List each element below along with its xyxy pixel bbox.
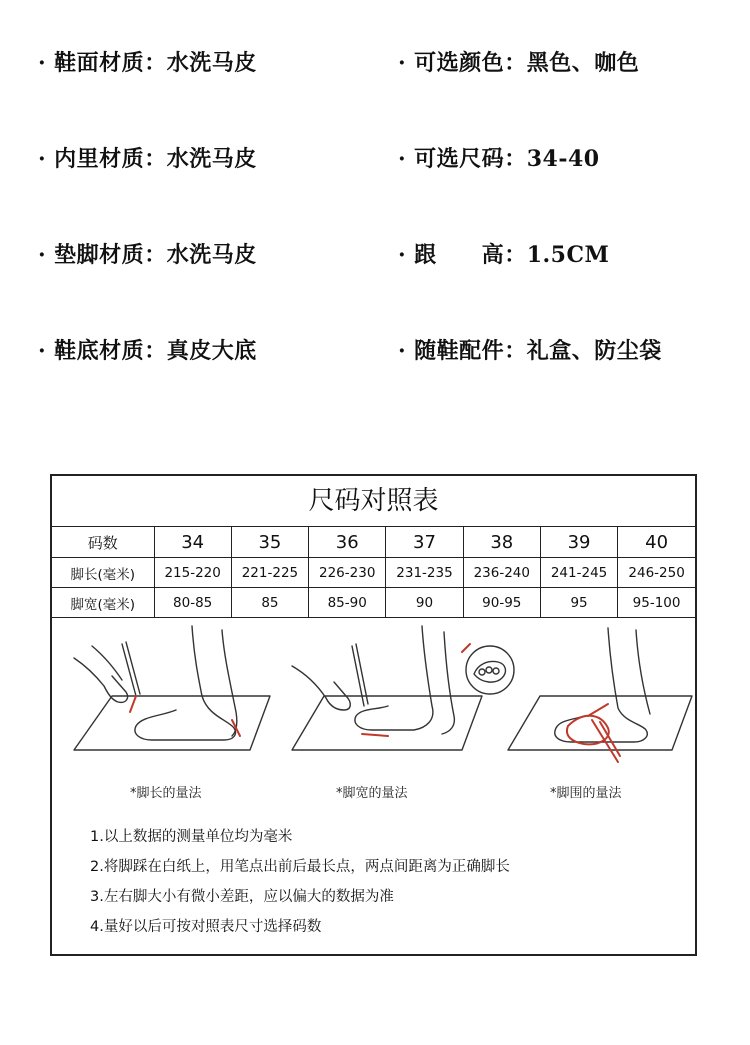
caption-foot-length [130,782,202,801]
size-cell: 36 [309,527,386,558]
caption-text: *脚围的量法 [550,786,622,801]
spec-value: 真皮大底 [166,338,257,364]
table-cell: 95-100 [618,588,695,618]
note-item: 3.左右脚大小有微小差距，应以偏大的数据为准 [90,889,394,905]
size-cell: 39 [540,527,617,558]
foot-width-illustration [292,626,514,750]
measurement-notes [90,822,510,942]
table-cell: 85 [231,588,308,618]
colon: ： [144,338,167,364]
bullet: · [398,50,407,76]
spec-value: 34-40 [526,146,600,172]
spec-value: 水洗马皮 [166,242,257,268]
spec-item-sole-material [38,334,257,365]
spec-item-accessories [398,334,662,365]
spec-label: 跟 高 [414,242,505,268]
colon: ： [144,50,167,76]
table-cell: 90-95 [463,588,540,618]
table-cell: 231-235 [386,558,463,588]
table-cell: 246-250 [618,558,695,588]
row-label: 脚宽(毫米) [52,588,154,618]
spec-label: 随鞋配件 [414,338,505,364]
spec-item-insole-material [38,238,257,269]
colon: ： [144,146,167,172]
table-cell: 95 [540,588,617,618]
bullet: · [38,338,47,364]
spec-item-sizes [398,142,600,173]
table-cell: 221-225 [231,558,308,588]
measurement-illustrations [52,616,695,806]
bullet: · [398,146,407,172]
size-table [52,526,695,618]
table-cell: 80-85 [154,588,231,618]
spec-label: 可选尺码 [414,146,505,172]
spec-label: 垫脚材质 [54,242,145,268]
note-item: 1.以上数据的测量单位均为毫米 [90,829,293,845]
spec-value: 黑色、咖色 [526,50,640,76]
foot-width-row [52,588,695,618]
note-item: 2.将脚踩在白纸上，用笔点出前后最长点，两点间距离为正确脚长 [90,859,510,875]
table-cell: 241-245 [540,558,617,588]
spec-label: 鞋面材质 [54,50,145,76]
spec-label: 鞋底材质 [54,338,145,364]
table-cell: 215-220 [154,558,231,588]
table-cell: 226-230 [309,558,386,588]
spec-value: 水洗马皮 [166,146,257,172]
spec-item-lining-material [38,142,257,173]
foot-length-illustration [74,626,270,750]
spec-value: 1.5CM [526,242,610,268]
spec-label: 可选颜色 [414,50,505,76]
spec-value: 礼盒、防尘袋 [526,338,662,364]
spec-item-heel-height [398,238,609,269]
spec-label: 内里材质 [54,146,145,172]
table-cell: 236-240 [463,558,540,588]
bullet: · [38,146,47,172]
table-cell: 90 [386,588,463,618]
colon: ： [144,242,167,268]
size-cell: 35 [231,527,308,558]
colon: ： [504,338,527,364]
colon: ： [504,146,527,172]
size-cell: 40 [618,527,695,558]
colon: ： [504,242,527,268]
size-cell: 38 [463,527,540,558]
bullet: · [38,50,47,76]
size-chart-title: 尺码对照表 [52,476,695,527]
size-cell: 34 [154,527,231,558]
caption-text: *脚长的量法 [130,786,202,801]
bullet: · [398,242,407,268]
colon: ： [504,50,527,76]
caption-foot-circumference [550,782,622,801]
size-header-row [52,527,695,558]
spec-value: 水洗马皮 [166,50,257,76]
foot-circumference-illustration [508,628,692,762]
caption-foot-width [336,782,408,801]
row-label: 脚长(毫米) [52,558,154,588]
size-header-label: 码数 [52,527,154,558]
note-item: 4.量好以后可按对照表尺寸选择码数 [90,919,322,935]
spec-item-colors [398,46,639,77]
table-cell: 85-90 [309,588,386,618]
bullet: · [38,242,47,268]
size-chart [50,474,697,956]
caption-text: *脚宽的量法 [336,786,408,801]
spec-item-upper-material [38,46,257,77]
bullet: · [398,338,407,364]
size-cell: 37 [386,527,463,558]
foot-length-row [52,558,695,588]
